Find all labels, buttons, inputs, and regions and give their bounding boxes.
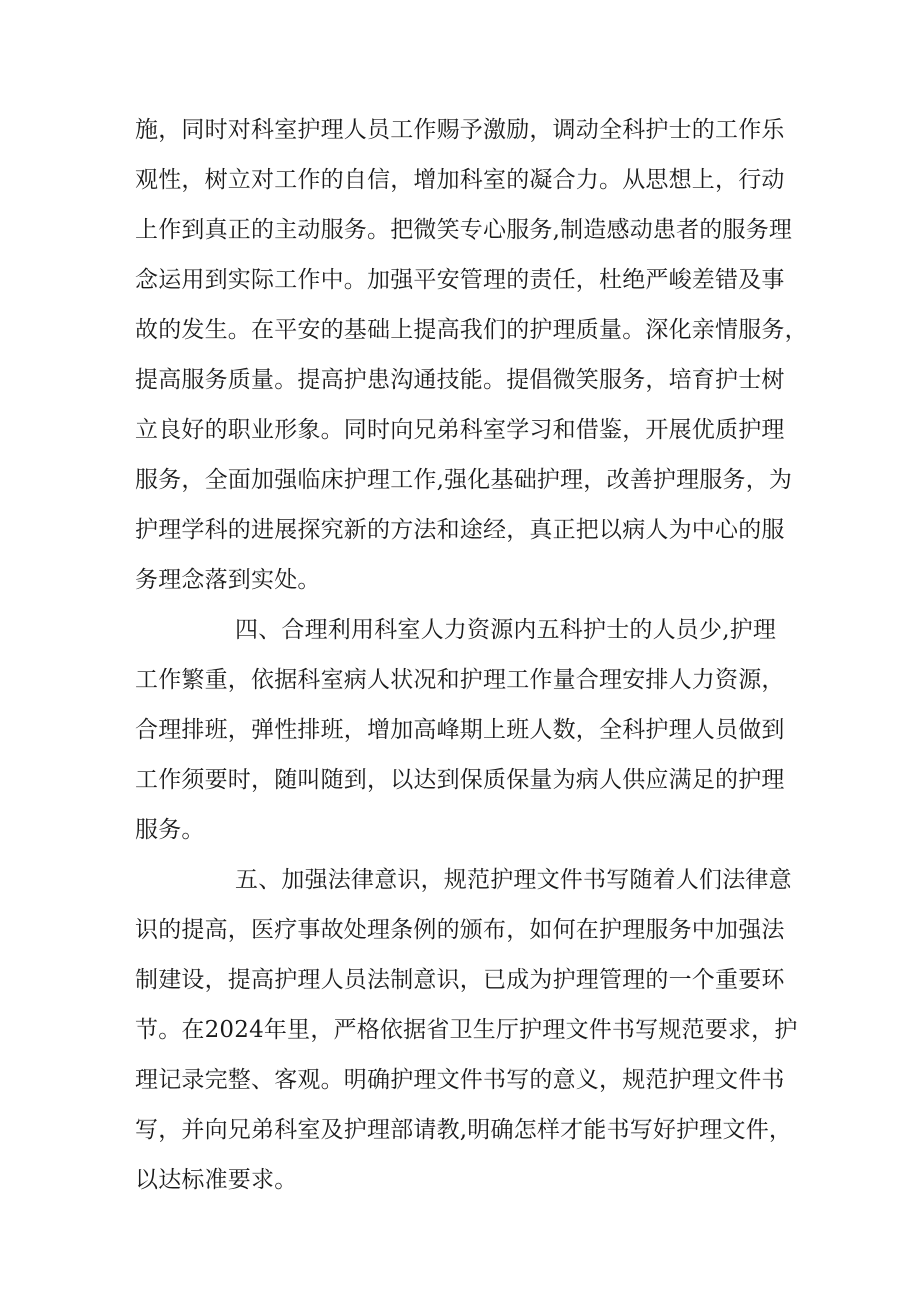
text-line: 念运用到实际工作中。加强平安管理的责任，杜绝严峻差错及事: [135, 267, 785, 293]
section-heading-line: 四、合理利用科室人力资源内五科护士的人员少,护理: [235, 617, 777, 643]
text-line: 护理学科的进展探究新的方法和途经，真正把以病人为中心的服: [135, 517, 785, 543]
text-line: 观性，树立对工作的自信，增加科室的凝合力。从思想上，行动: [135, 167, 785, 193]
text-line: 工作繁重，依据科室病人状况和护理工作量合理安排人力资源，: [135, 667, 785, 693]
text-line: 立良好的职业形象。同时向兄弟科室学习和借鉴，开展优质护理: [135, 417, 785, 443]
text-line: 工作须要时，随叫随到，以达到保质保量为病人供应满足的护理: [135, 767, 785, 793]
text-line: 务理念落到实处。: [135, 567, 321, 593]
text-line: 合理排班，弹性排班，增加高峰期上班人数，全科护理人员做到: [135, 717, 785, 743]
section-heading-line: 五、加强法律意识，规范护理文件书写随着人们法律意: [235, 867, 792, 893]
text-line: 提高服务质量。提高护患沟通技能。提倡微笑服务，培育护士树: [135, 367, 785, 393]
text-line: 理记录完整、客观。明确护理文件书写的意义，规范护理文件书: [135, 1067, 785, 1093]
text-line: 写，并向兄弟科室及护理部请教,明确怎样才能书写好护理文件，: [135, 1117, 793, 1143]
text-line: 识的提高，医疗事故处理条例的颁布，如何在护理服务中加强法: [135, 917, 785, 943]
text-line: 节。在2024年里，严格依据省卫生厅护理文件书写规范要求，护: [135, 1017, 798, 1043]
text-line: 制建设，提高护理人员法制意识，已成为护理管理的一个重要环: [135, 967, 785, 993]
text-line: 以达标准要求。: [135, 1167, 298, 1193]
text-line: 故的发生。在平安的基础上提高我们的护理质量。深化亲情服务，: [135, 317, 808, 343]
text-line: 施，同时对科室护理人员工作赐予激励，调动全科护士的工作乐: [135, 117, 785, 143]
text-line: 上作到真正的主动服务。把微笑专心服务,制造感动患者的服务理: [135, 217, 793, 243]
text-line: 服务。: [135, 817, 205, 843]
text-line: 服务，全面加强临床护理工作,强化基础护理，改善护理服务，为: [135, 467, 793, 493]
